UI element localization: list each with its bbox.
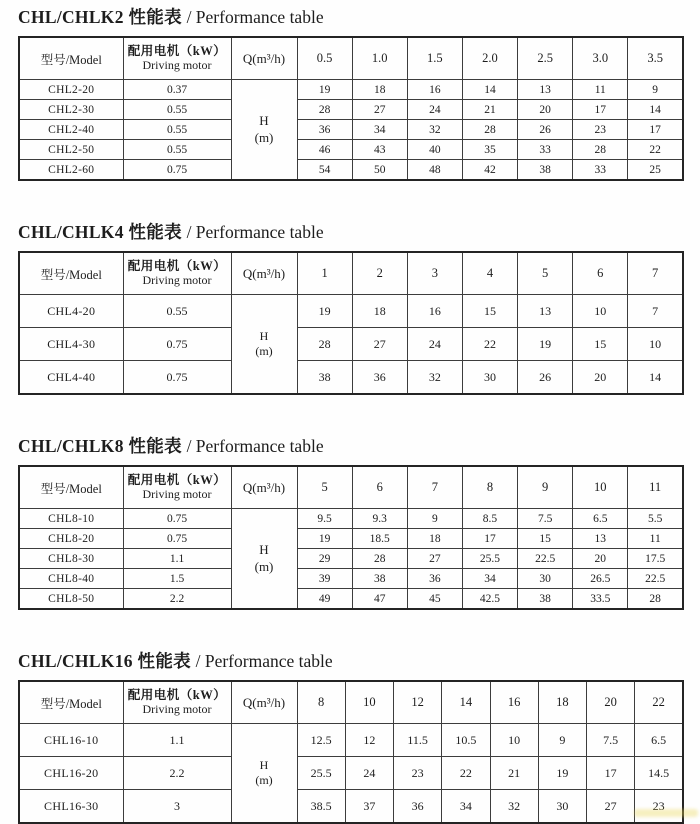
head-value-cell: 22.5 <box>628 569 683 589</box>
head-value-cell: 14 <box>628 100 683 120</box>
head-value-cell: 19 <box>297 295 352 328</box>
head-value-cell: 38 <box>297 361 352 395</box>
head-value-cell: 5.5 <box>628 509 683 529</box>
table-row <box>19 790 683 824</box>
head-value-cell: 10 <box>573 295 628 328</box>
head-value-cell: 17 <box>573 100 628 120</box>
head-symbol: H <box>259 758 269 772</box>
motor-column-header <box>123 466 231 509</box>
table-row <box>19 549 683 569</box>
head-value-cell: 30 <box>518 569 573 589</box>
flow-value-header: 12 <box>394 681 442 724</box>
head-value-cell: 37 <box>345 790 393 824</box>
head-value-cell: 28 <box>352 549 407 569</box>
flow-value-header: 10 <box>345 681 393 724</box>
table-head <box>19 37 683 80</box>
model-cell: CHL8-10 <box>19 509 123 529</box>
head-unit: (m) <box>254 558 274 574</box>
table-row <box>19 140 683 160</box>
head-value-cell: 33 <box>573 160 628 181</box>
head-value-cell: 27 <box>352 100 407 120</box>
table-row <box>19 724 683 757</box>
head-value-cell: 33 <box>518 140 573 160</box>
table-body <box>19 295 683 395</box>
head-value-cell: 17 <box>587 757 635 790</box>
head-value-cell: 49 <box>297 589 352 610</box>
head-value-cell: 18 <box>352 295 407 328</box>
motor-header-chinese: 配用电机（kW） <box>127 44 227 59</box>
head-symbol: H <box>259 329 269 343</box>
watermark-smudge <box>634 809 698 817</box>
head-symbol: H <box>259 542 269 558</box>
motor-power-cell: 0.55 <box>123 140 231 160</box>
head-unit-cell <box>231 80 297 181</box>
title-model-code: CHL/CHLK16 <box>18 651 133 671</box>
flow-value-header: 1.0 <box>352 37 407 80</box>
head-value-cell: 17.5 <box>628 549 683 569</box>
head-value-cell: 36 <box>297 120 352 140</box>
head-unit: (m) <box>254 129 274 145</box>
head-value-cell: 38 <box>352 569 407 589</box>
model-cell: CHL4-30 <box>19 328 123 361</box>
head-value-cell: 10 <box>490 724 538 757</box>
header-row <box>19 37 683 80</box>
head-value-cell: 11 <box>628 529 683 549</box>
motor-power-cell: 0.37 <box>123 80 231 100</box>
title-english: / Performance table <box>186 7 324 27</box>
head-value-cell: 33.5 <box>573 589 628 610</box>
flow-value-header: 18 <box>538 681 586 724</box>
performance-section-chl-chlk2 <box>18 5 682 181</box>
model-cell: CHL16-30 <box>19 790 123 824</box>
head-value-cell: 22.5 <box>518 549 573 569</box>
table-row <box>19 569 683 589</box>
motor-header-chinese: 配用电机（kW） <box>127 259 227 274</box>
table-row <box>19 361 683 395</box>
header-row <box>19 681 683 724</box>
flow-value-header: 3 <box>407 252 462 295</box>
head-value-cell: 15 <box>462 295 517 328</box>
head-value-cell: 18.5 <box>352 529 407 549</box>
head-value-cell: 17 <box>462 529 517 549</box>
head-value-cell: 27 <box>407 549 462 569</box>
flow-value-header: 6 <box>573 252 628 295</box>
head-value-cell: 47 <box>352 589 407 610</box>
performance-section-chl-chlk4 <box>18 220 682 395</box>
head-value-cell: 10 <box>628 328 683 361</box>
title-model-code: CHL/CHLK2 <box>18 7 124 27</box>
head-value-cell: 36 <box>352 361 407 395</box>
head-value-cell: 21 <box>490 757 538 790</box>
head-value-cell: 17 <box>628 120 683 140</box>
head-unit-cell <box>231 295 297 395</box>
title-chinese: 性能表 <box>128 7 182 27</box>
head-value-cell: 46 <box>297 140 352 160</box>
head-value-cell: 21 <box>462 100 517 120</box>
flow-value-header: 3.0 <box>573 37 628 80</box>
performance-table <box>18 36 684 181</box>
motor-power-cell: 0.55 <box>123 295 231 328</box>
head-value-cell: 42.5 <box>462 589 517 610</box>
model-cell: CHL2-20 <box>19 80 123 100</box>
head-value-cell: 15 <box>573 328 628 361</box>
head-value-cell: 25.5 <box>462 549 517 569</box>
header-row <box>19 466 683 509</box>
head-value-cell: 13 <box>573 529 628 549</box>
section-title <box>18 649 682 673</box>
head-value-cell: 12 <box>345 724 393 757</box>
head-value-cell: 11 <box>573 80 628 100</box>
head-value-cell: 20 <box>518 100 573 120</box>
motor-power-cell: 3 <box>123 790 231 824</box>
table-row <box>19 757 683 790</box>
table-row <box>19 328 683 361</box>
flow-rate-header: Q(m³/h) <box>231 466 297 509</box>
flow-value-header: 9 <box>518 466 573 509</box>
flow-value-header: 7 <box>407 466 462 509</box>
motor-power-cell: 1.1 <box>123 724 231 757</box>
head-value-cell: 20 <box>573 361 628 395</box>
flow-rate-header: Q(m³/h) <box>231 37 297 80</box>
motor-power-cell: 2.2 <box>123 589 231 610</box>
table-head <box>19 681 683 724</box>
head-value-cell: 45 <box>407 589 462 610</box>
head-value-cell: 39 <box>297 569 352 589</box>
table-head <box>19 466 683 509</box>
head-value-cell: 42 <box>462 160 517 181</box>
title-english: / Performance table <box>186 222 324 242</box>
head-value-cell: 12.5 <box>297 724 345 757</box>
head-value-cell: 7.5 <box>587 724 635 757</box>
model-column-header: 型号/Model <box>19 37 123 80</box>
head-value-cell: 34 <box>462 569 517 589</box>
motor-power-cell: 0.75 <box>123 509 231 529</box>
motor-column-header <box>123 37 231 80</box>
head-value-cell: 11.5 <box>394 724 442 757</box>
head-value-cell: 48 <box>407 160 462 181</box>
head-value-cell: 16 <box>407 295 462 328</box>
head-unit: (m) <box>255 773 273 787</box>
model-column-header: 型号/Model <box>19 466 123 509</box>
model-column-header: 型号/Model <box>19 252 123 295</box>
head-value-cell: 13 <box>518 80 573 100</box>
table-body <box>19 80 683 181</box>
table-row <box>19 120 683 140</box>
performance-table <box>18 465 684 610</box>
head-value-cell: 27 <box>352 328 407 361</box>
head-value-cell: 30 <box>538 790 586 824</box>
head-value-cell: 22 <box>628 140 683 160</box>
flow-value-header: 2 <box>352 252 407 295</box>
head-unit-cell <box>231 724 297 824</box>
head-value-cell: 25 <box>628 160 683 181</box>
title-chinese: 性能表 <box>137 651 191 671</box>
model-cell: CHL2-60 <box>19 160 123 181</box>
flow-value-header: 7 <box>628 252 683 295</box>
flow-rate-header: Q(m³/h) <box>231 252 297 295</box>
head-value-cell: 20 <box>573 549 628 569</box>
head-value-cell: 15 <box>518 529 573 549</box>
head-value-cell: 18 <box>352 80 407 100</box>
performance-table <box>18 680 684 824</box>
head-value-cell: 22 <box>462 328 517 361</box>
head-value-cell: 28 <box>297 100 352 120</box>
motor-power-cell: 0.75 <box>123 361 231 395</box>
model-cell: CHL16-20 <box>19 757 123 790</box>
head-value-cell: 32 <box>490 790 538 824</box>
head-value-cell: 30 <box>462 361 517 395</box>
flow-value-header: 10 <box>573 466 628 509</box>
flow-value-header: 3.5 <box>628 37 683 80</box>
head-value-cell: 9 <box>407 509 462 529</box>
head-value-cell: 19 <box>297 529 352 549</box>
motor-power-cell: 1.1 <box>123 549 231 569</box>
flow-value-header: 5 <box>518 252 573 295</box>
head-value-cell: 19 <box>538 757 586 790</box>
flow-value-header: 8 <box>297 681 345 724</box>
motor-power-cell: 0.75 <box>123 328 231 361</box>
performance-table <box>18 251 684 395</box>
head-value-cell: 6.5 <box>635 724 683 757</box>
motor-header-chinese: 配用电机（kW） <box>127 688 227 703</box>
head-value-cell: 26 <box>518 361 573 395</box>
flow-value-header: 5 <box>297 466 352 509</box>
table-row <box>19 80 683 100</box>
head-value-cell: 38 <box>518 589 573 610</box>
head-value-cell: 26.5 <box>573 569 628 589</box>
model-cell: CHL4-40 <box>19 361 123 395</box>
table-head <box>19 252 683 295</box>
head-value-cell: 50 <box>352 160 407 181</box>
head-value-cell: 28 <box>297 328 352 361</box>
model-cell: CHL8-40 <box>19 569 123 589</box>
head-value-cell: 32 <box>407 120 462 140</box>
motor-power-cell: 1.5 <box>123 569 231 589</box>
head-value-cell: 23 <box>573 120 628 140</box>
head-value-cell: 14 <box>462 80 517 100</box>
flow-value-header: 0.5 <box>297 37 352 80</box>
flow-value-header: 11 <box>628 466 683 509</box>
motor-header-english: Driving motor <box>142 701 212 716</box>
head-value-cell: 28 <box>628 589 683 610</box>
motor-header-english: Driving motor <box>142 57 212 72</box>
head-value-cell: 19 <box>518 328 573 361</box>
model-cell: CHL2-40 <box>19 120 123 140</box>
head-value-cell: 29 <box>297 549 352 569</box>
performance-section-chl-chlk8 <box>18 434 682 610</box>
table-body <box>19 509 683 610</box>
head-value-cell: 6.5 <box>573 509 628 529</box>
model-cell: CHL8-20 <box>19 529 123 549</box>
table-row <box>19 100 683 120</box>
head-value-cell: 9.3 <box>352 509 407 529</box>
title-chinese: 性能表 <box>128 436 182 456</box>
motor-header-english: Driving motor <box>142 272 212 287</box>
model-cell: CHL4-20 <box>19 295 123 328</box>
flow-value-header: 2.5 <box>518 37 573 80</box>
head-value-cell: 36 <box>407 569 462 589</box>
head-value-cell: 32 <box>407 361 462 395</box>
section-title <box>18 434 682 458</box>
table-body <box>19 724 683 824</box>
flow-value-header: 22 <box>635 681 683 724</box>
head-value-cell: 23 <box>635 790 683 824</box>
head-value-cell: 26 <box>518 120 573 140</box>
head-value-cell: 10.5 <box>442 724 490 757</box>
motor-power-cell: 2.2 <box>123 757 231 790</box>
model-cell: CHL2-50 <box>19 140 123 160</box>
motor-power-cell: 0.75 <box>123 160 231 181</box>
head-value-cell: 18 <box>407 529 462 549</box>
head-value-cell: 7 <box>628 295 683 328</box>
head-value-cell: 23 <box>394 757 442 790</box>
head-value-cell: 16 <box>407 80 462 100</box>
title-english: / Performance table <box>186 436 324 456</box>
head-value-cell: 22 <box>442 757 490 790</box>
title-chinese: 性能表 <box>128 222 182 242</box>
flow-value-header: 4 <box>462 252 517 295</box>
motor-column-header <box>123 681 231 724</box>
flow-value-header: 1.5 <box>407 37 462 80</box>
head-value-cell: 28 <box>462 120 517 140</box>
title-english: / Performance table <box>195 651 333 671</box>
title-model-code: CHL/CHLK8 <box>18 436 124 456</box>
head-value-cell: 25.5 <box>297 757 345 790</box>
motor-power-cell: 0.75 <box>123 529 231 549</box>
head-value-cell: 8.5 <box>462 509 517 529</box>
flow-value-header: 20 <box>587 681 635 724</box>
table-row <box>19 295 683 328</box>
head-unit-cell <box>231 509 297 610</box>
motor-header-english: Driving motor <box>142 486 212 501</box>
head-value-cell: 24 <box>407 328 462 361</box>
flow-value-header: 8 <box>462 466 517 509</box>
model-cell: CHL8-50 <box>19 589 123 610</box>
table-row <box>19 589 683 610</box>
model-cell: CHL8-30 <box>19 549 123 569</box>
motor-power-cell: 0.55 <box>123 120 231 140</box>
head-value-cell: 28 <box>573 140 628 160</box>
section-title <box>18 220 682 244</box>
title-model-code: CHL/CHLK4 <box>18 222 124 242</box>
head-value-cell: 43 <box>352 140 407 160</box>
head-value-cell: 9 <box>628 80 683 100</box>
head-value-cell: 9 <box>538 724 586 757</box>
model-column-header: 型号/Model <box>19 681 123 724</box>
section-title <box>18 5 682 29</box>
head-value-cell: 24 <box>407 100 462 120</box>
head-value-cell: 14 <box>628 361 683 395</box>
motor-power-cell: 0.55 <box>123 100 231 120</box>
head-value-cell: 34 <box>442 790 490 824</box>
head-value-cell: 9.5 <box>297 509 352 529</box>
table-row <box>19 509 683 529</box>
flow-value-header: 14 <box>442 681 490 724</box>
motor-header-chinese: 配用电机（kW） <box>127 473 227 488</box>
head-value-cell: 40 <box>407 140 462 160</box>
head-value-cell: 38.5 <box>297 790 345 824</box>
motor-column-header <box>123 252 231 295</box>
head-value-cell: 24 <box>345 757 393 790</box>
flow-value-header: 1 <box>297 252 352 295</box>
model-cell: CHL16-10 <box>19 724 123 757</box>
flow-value-header: 2.0 <box>462 37 517 80</box>
head-value-cell: 7.5 <box>518 509 573 529</box>
head-symbol: H <box>259 113 269 129</box>
head-value-cell: 54 <box>297 160 352 181</box>
head-value-cell: 35 <box>462 140 517 160</box>
flow-rate-header: Q(m³/h) <box>231 681 297 724</box>
head-value-cell: 34 <box>352 120 407 140</box>
head-unit: (m) <box>255 344 273 358</box>
performance-section-chl-chlk16 <box>18 649 682 824</box>
head-value-cell: 36 <box>394 790 442 824</box>
table-row <box>19 160 683 181</box>
flow-value-header: 6 <box>352 466 407 509</box>
head-value-cell: 19 <box>297 80 352 100</box>
model-cell: CHL2-30 <box>19 100 123 120</box>
table-row <box>19 529 683 549</box>
header-row <box>19 252 683 295</box>
head-value-cell: 13 <box>518 295 573 328</box>
head-value-cell: 38 <box>518 160 573 181</box>
head-value-cell: 14.5 <box>635 757 683 790</box>
head-value-cell: 27 <box>587 790 635 824</box>
flow-value-header: 16 <box>490 681 538 724</box>
